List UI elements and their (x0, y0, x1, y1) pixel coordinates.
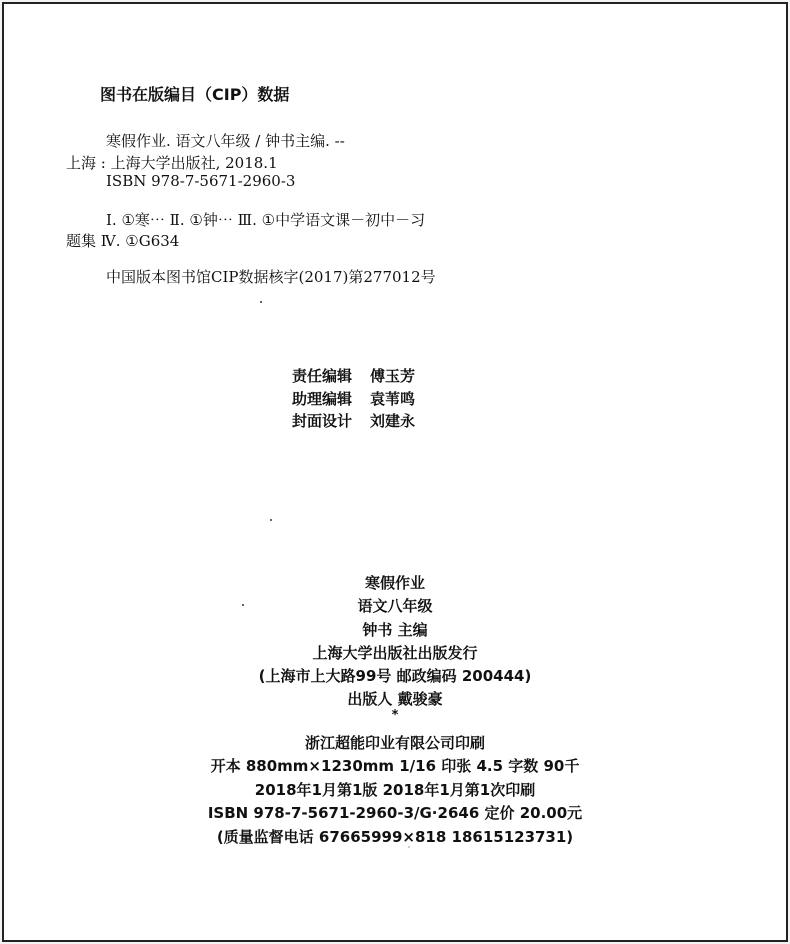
copyright-page (2, 2, 788, 942)
cip-isbn-line: ISBN 978-7-5671-2960-3 (106, 172, 296, 190)
speck (270, 519, 272, 521)
imprint-address: (上海市上大路99号 邮政编码 200444) (258, 667, 532, 685)
imprint-isbn-price: ISBN 978-7-5671-2960-3/G·2646 定价 20.00元 (207, 804, 583, 822)
credit-name: 袁苇鸣 (370, 390, 416, 408)
imprint-edition: 2018年1月第1版 2018年1月第1次印刷 (254, 781, 536, 799)
credit-name: 傅玉芳 (370, 367, 416, 385)
speck (408, 846, 410, 848)
imprint-title: 寒假作业 (364, 574, 425, 592)
cip-publisher-line: 上海 : 上海大学出版社, 2018.1 (66, 154, 278, 172)
imprint-editor: 钟书 主编 (362, 621, 428, 639)
credit-label: 助理编辑 (292, 390, 353, 408)
imprint-subtitle: 语文八年级 (357, 597, 433, 615)
cip-heading: 图书在版编目（CIP）数据 (100, 85, 290, 104)
credit-label: 责任编辑 (292, 367, 353, 385)
credit-cover-design (292, 410, 415, 431)
credit-assistant-editor (292, 388, 415, 409)
imprint-publisher-person: 出版人 戴骏豪 (347, 690, 443, 708)
cip-classification-line-2: 题集 Ⅳ. ①G634 (66, 232, 180, 250)
credit-editor-in-charge (292, 365, 415, 386)
credit-name: 刘建永 (370, 412, 416, 430)
cip-title-line: 寒假作业. 语文八年级 / 钟书主编. -- (106, 132, 345, 150)
imprint-printer: 浙江超能印业有限公司印刷 (304, 734, 485, 752)
imprint-quality-phone: (质量监督电话 67665999×818 18615123731) (216, 828, 574, 846)
credit-label: 封面设计 (292, 412, 353, 430)
speck (260, 301, 262, 303)
cip-record-number: 中国版本图书馆CIP数据核字(2017)第277012号 (106, 268, 436, 286)
imprint-format: 开本 880mm×1230mm 1/16 印张 4.5 字数 90千 (210, 757, 580, 775)
imprint-publisher: 上海大学出版社出版发行 (312, 644, 478, 662)
cip-classification-line: Ⅰ. ①寒⋯ Ⅱ. ①钟⋯ Ⅲ. ①中学语文课－初中－习 (106, 211, 426, 229)
imprint-separator: * (391, 708, 399, 723)
